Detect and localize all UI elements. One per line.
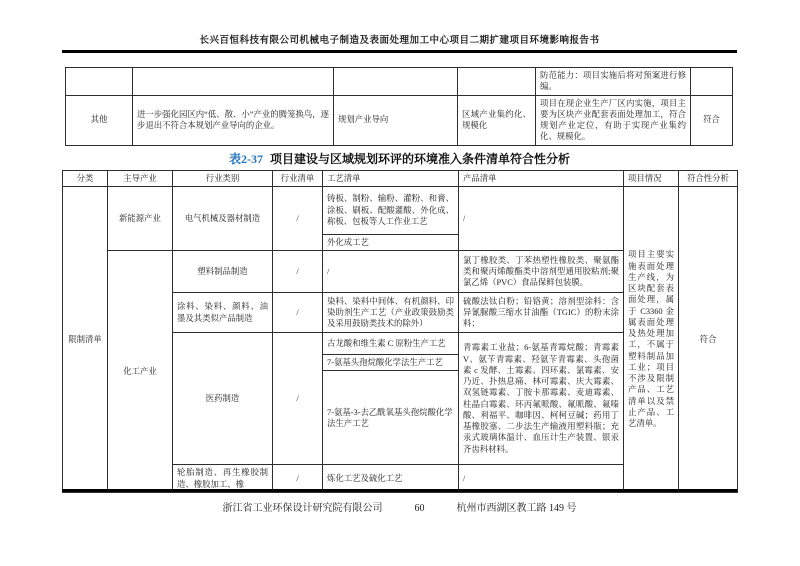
doc-header xyxy=(62,0,737,53)
table-number: 表2-37 xyxy=(228,151,263,166)
cell-products-electric: / xyxy=(459,186,624,250)
cell-empty xyxy=(458,68,536,96)
footer-company: 浙江省工业环保设计研究院有限公司 xyxy=(222,503,383,514)
access-condition-table xyxy=(62,170,738,493)
cell-category: 限制清单 xyxy=(63,186,108,492)
footer-address: 杭州市西湖区教工路 149 号 xyxy=(456,503,577,514)
cell-list-tire: / xyxy=(273,465,323,493)
cell-list-electric: / xyxy=(273,186,323,250)
table-row xyxy=(66,95,733,145)
footer-line xyxy=(62,499,737,514)
cell-products-plastic: 氯丁橡胶类、丁苯热塑性橡胶类、聚氨酯类和聚丙烯酸酯类中溶剂型通用胶粘剂;聚氯乙烯（PVC）食品保鲜包装膜。 xyxy=(459,251,624,293)
compliance-table-continued xyxy=(65,67,733,146)
cell-industry-chemical: 化工产业 xyxy=(108,251,173,493)
header-process-list: 工艺清单 xyxy=(323,170,459,186)
cell-industry-new-energy: 新能源产业 xyxy=(108,186,173,250)
cell-process-pharma-1: 古龙酸和维生素 C 原粉生产工艺 xyxy=(323,333,459,355)
header-category: 分类 xyxy=(63,170,108,186)
cell-empty xyxy=(66,68,133,96)
cell-empty xyxy=(334,68,458,96)
table-title-text: 项目建设与区域规划环评的环境准入条件清单符合性分析 xyxy=(269,151,570,166)
cell-plan-item: 规划产业导向 xyxy=(334,95,458,145)
doc-footer xyxy=(62,489,737,514)
cell-list-pharma: / xyxy=(273,333,323,465)
cell-empty xyxy=(133,68,334,96)
cell-process-paint: 染料、染料中间体、有机颜料、印染助剂生产工艺（产业政策鼓励类及采用鼓励类技术的除外） xyxy=(323,293,459,333)
cell-products-paint: 硫酸法钛白粉；铅铬黄；溶剂型涂料：含异氰脲酸三缩水甘油酯（TGIC）的粉末涂料； xyxy=(459,293,624,333)
footer-rule xyxy=(62,489,737,492)
cell-process-electric-1: 铸板、制粉、输粉、灌粉、和膏、涂板、刷板、配酸灌酸、外化成、称板、包板等人工作业工艺 xyxy=(323,186,459,234)
cell-type-tire: 轮胎制造、再生橡胶制造、橡胶加工、橡 xyxy=(173,465,273,493)
cell-condition: 区域产业集约化、规模化 xyxy=(458,95,536,145)
header-rule xyxy=(62,50,737,53)
cell-compliance: 符合 xyxy=(691,95,733,145)
header-product-list: 产品清单 xyxy=(459,170,624,186)
cell-project-status: 项目主要实施表面处理生产线，为区块配套表面处理，属于 C3360 金属表面处理及热处理加工，不属于塑料制品加工业；项目不涉及限制产品、工艺清单以及禁止产品、工艺清单。 xyxy=(624,186,679,492)
cell-type-paint: 涂料、染料、颜料、油墨及其类似产品制造 xyxy=(173,293,273,333)
cell-process-pharma-3: 7-氨基-3-去乙酰氧基头孢烷酸化学法生产工艺 xyxy=(323,371,459,465)
header-industry-type: 行业类别 xyxy=(173,170,273,186)
header-leading-industry: 主导产业 xyxy=(108,170,173,186)
table-title xyxy=(62,150,737,167)
cell-list-plastic: / xyxy=(273,251,323,293)
header-industry-list: 行业清单 xyxy=(273,170,323,186)
cell-type-plastic: 塑料制品制造 xyxy=(173,251,273,293)
header-project-status: 项目情况 xyxy=(624,170,679,186)
cell-process-plastic: / xyxy=(323,251,459,293)
header-compliance: 符合性分析 xyxy=(679,170,738,186)
cell-process-pharma-2: 7-氨基头孢烷酸化学法生产工艺 xyxy=(323,355,459,371)
table-row-electric-1 xyxy=(63,186,738,234)
table-row xyxy=(66,68,733,96)
footer-page-number: 60 xyxy=(414,503,425,514)
cell-type-electric: 电气机械及器材制造 xyxy=(173,186,273,250)
cell-empty xyxy=(691,68,733,96)
cell-list-paint: / xyxy=(273,293,323,333)
doc-header-title: 长兴百恒科技有限公司机械电子制造及表面处理加工中心项目二期扩建项目环境影响报告书 xyxy=(199,36,600,46)
cell-products-tire: / xyxy=(459,465,624,493)
cell-type-pharma: 医药制造 xyxy=(173,333,273,465)
cell-status-continued: 防范能力：项目实施后将对预案进行修编。 xyxy=(536,68,691,96)
cell-category-other: 其他 xyxy=(66,95,133,145)
table-header-row xyxy=(63,170,738,186)
cell-compliance: 符合 xyxy=(679,186,738,492)
cell-process-tire: 炼化工艺及硫化工艺 xyxy=(323,465,459,493)
cell-process-electric-2: 外化成工艺 xyxy=(323,234,459,250)
cell-status: 项目在现企业生产厂区内实施，项目主要为区块产业配套表面处理加工，符合规划产业定位，有助于实现产业集约化、规模化。 xyxy=(536,95,691,145)
cell-products-pharma: 青霉素工业盐；6-氨基青霉烷酸；青霉素 V、氨苄青霉素、羟氨苄青霉素、头孢菌素 c 发酵、土霉素、四环素、氯霉素、安乃近、扑热息痛、林可霉素、庆大霉素、双氢链霉素、丁胺卡那霉素、麦迪霉素、柱晶白霉素、环丙氟哌酸、氟哌酸、氟嗪酸、利福平、咖啡因、柯柯豆碱；药用丁基橡胶塞、二步法生产输液用塑料瓶；充汞式玻璃体温计、血压计生产装置、银汞齐齿科材料。 xyxy=(459,333,624,465)
cell-requirement: 进一步强化园区内“低、散、小”产业的腾笼换鸟，逐步退出不符合本规划产业导向的企业。 xyxy=(133,95,334,145)
